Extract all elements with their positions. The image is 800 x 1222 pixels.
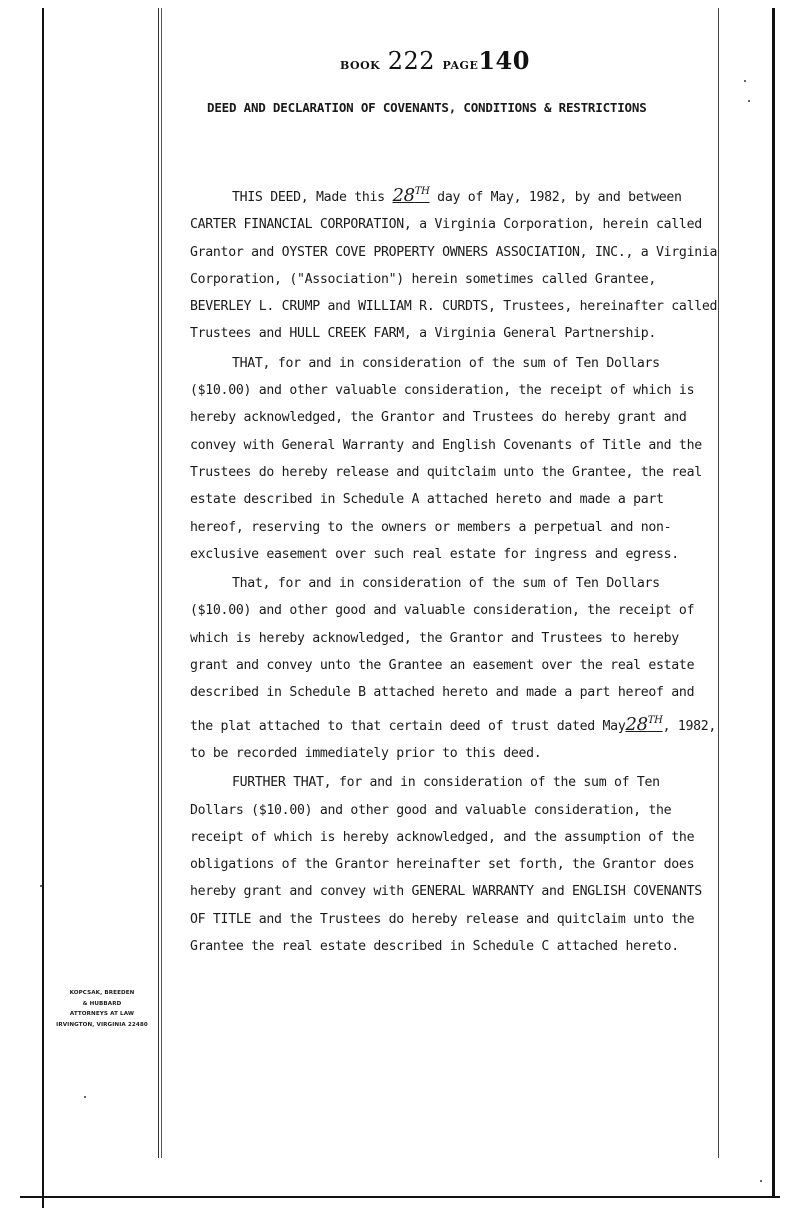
scan-speck (84, 1096, 86, 1098)
firm-role: ATTORNEYS AT LAW (69, 1011, 135, 1017)
bottom-border-line (20, 1196, 780, 1198)
margin-rule-double (161, 8, 162, 1158)
firm-name: KOPCSAK, BREEDEN (69, 990, 135, 996)
page-number: 140 (478, 46, 530, 75)
paragraph-schedule-b: That, for and in consideration of the sum of Ten Dollars ($10.00) and other good and valuable consideration, the receipt of which is hereby acknowledged, the Grantor and Trustees to hereby grant and convey unto the Grantee an easement over the real estate described in Schedule B attached hereto and made a part hereof and the plat attached to that certain deed of trust dated May28TH, 1982, to be recorded immediately prior to this deed. (190, 576, 717, 761)
firm-address: IRVINGTON, VIRGINIA 22480 (56, 1021, 148, 1028)
scan-speck (40, 885, 42, 887)
book-page-stamp (340, 46, 530, 75)
book-number: 222 (387, 47, 436, 75)
right-border-line (772, 8, 775, 1198)
handwritten-day: 28TH (392, 185, 430, 206)
margin-rule (158, 8, 159, 1158)
page-label: PAGE (442, 59, 479, 72)
deed-body (190, 178, 720, 960)
scan-speck (748, 100, 750, 102)
document-title: DEED AND DECLARATION OF COVENANTS, CONDITIONS & RESTRICTIONS (207, 100, 647, 115)
paragraph-schedule-c: FURTHER THAT, for and in consideration of the sum of Ten Dollars ($10.00) and other good and valuable consideration, the receipt of which is hereby acknowledged, and the assumption of the obligations of the Grantor hereinafter set forth, the Grantor does hereby grant and convey with GENERAL WARRANTY and ENGLISH COVENANTS OF TITLE and the Trustees do hereby release and quitclaim unto the Grantee the real estate described in Schedule C attached hereto. (190, 775, 702, 955)
scan-speck (760, 1180, 762, 1182)
paragraph-schedule-a: THAT, for and in consideration of the sum of Ten Dollars ($10.00) and other valuable consideration, the receipt of which is hereby acknowledged, the Grantor and Trustees do hereby grant and convey with General Warranty and English Covenants of Title and the Trustees do hereby release and quitclaim unto the Grantee, the real estate described in Schedule A attached hereto and made a part hereof, reserving to the owners or members a perpetual and non-exclusive easement over such real estate for ingress and egress. (190, 355, 702, 562)
paragraph-parties: THIS DEED, Made this 28TH day of May, 1982, by and between CARTER FINANCIAL CORPORATION, a Virginia Corporation, herein called Grantor and OYSTER COVE PROPERTY OWNERS ASSOCIATION, INC., a Virginia Corporation, ("Association") herein sometimes called Grantee, BEVERLEY L. CRUMP and WILLIAM R. CURDTS, Trustees, hereinafter called Trustees and HULL CREEK FARM, a Virginia General Partnership. (190, 185, 718, 342)
firm-name-2: & HUBBARD (82, 1000, 122, 1007)
scan-speck (744, 80, 746, 82)
book-label: BOOK (340, 59, 381, 72)
law-firm-block (52, 988, 152, 1030)
handwritten-day: 28TH (625, 713, 663, 735)
left-border-line (42, 8, 44, 1208)
